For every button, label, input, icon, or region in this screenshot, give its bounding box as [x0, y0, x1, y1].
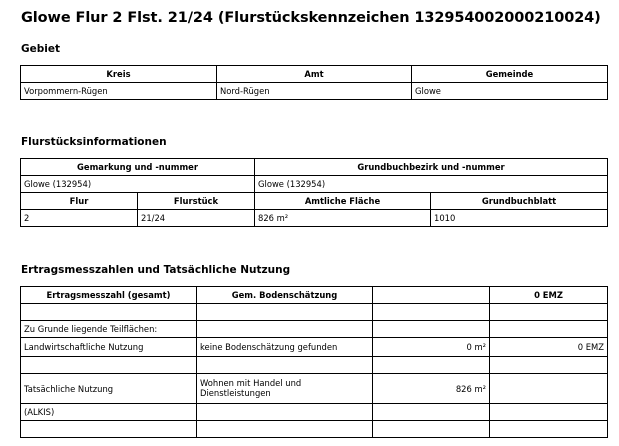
lw-nutzung-label: Landwirtschaftliche Nutzung [21, 338, 197, 357]
header-grundbuchblatt: Grundbuchblatt [431, 193, 608, 210]
header-empty [373, 287, 490, 304]
table-row [21, 210, 608, 227]
table-row [21, 421, 608, 438]
tatsaechliche-nutzung-area: 826 m² [373, 374, 490, 404]
table-header-row [21, 159, 608, 176]
section-title-flurstuecksinformationen: Flurstücksinformationen [21, 136, 167, 148]
value-flurstueck: 21/24 [138, 210, 255, 227]
tatsaechliche-nutzung-label: Tatsächliche Nutzung [21, 374, 197, 404]
table-row [21, 304, 608, 321]
header-kreis: Kreis [21, 66, 217, 83]
value-grundbuchbezirk: Glowe (132954) [255, 176, 608, 193]
table-row [21, 374, 608, 404]
table-row [21, 321, 608, 338]
header-bodenschaetzung: Gem. Bodenschätzung [197, 287, 373, 304]
value-kreis: Vorpommern-Rügen [21, 83, 217, 100]
value-flur: 2 [21, 210, 138, 227]
alkis-label: (ALKIS) [21, 404, 197, 421]
header-flur: Flur [21, 193, 138, 210]
lw-nutzung-area: 0 m² [373, 338, 490, 357]
page-title: Glowe Flur 2 Flst. 21/24 (Flurstückskennzeichen 132954002000210024) [21, 10, 601, 26]
table-header-row [21, 287, 608, 304]
table-row [21, 176, 608, 193]
value-amt: Nord-Rügen [217, 83, 412, 100]
value-amtliche-flaeche: 826 m² [255, 210, 431, 227]
ertrag-table [20, 286, 608, 438]
section-title-ertragsmesszahlen: Ertragsmesszahlen und Tatsächliche Nutzung [21, 264, 291, 276]
table-row [21, 404, 608, 421]
header-amtliche-flaeche: Amtliche Fläche [255, 193, 431, 210]
header-flurstueck: Flurstück [138, 193, 255, 210]
table-row [21, 83, 608, 100]
table-row [21, 338, 608, 357]
value-gemeinde: Glowe [412, 83, 608, 100]
header-ertragsmesszahl: Ertragsmesszahl (gesamt) [21, 287, 197, 304]
header-grundbuchbezirk: Grundbuchbezirk und -nummer [255, 159, 608, 176]
lw-nutzung-emz: 0 EMZ [490, 338, 608, 357]
tatsaechliche-nutzung-desc: Wohnen mit Handel und Dienstleistungen [197, 374, 373, 404]
table-row [21, 357, 608, 374]
table-header-row [21, 66, 608, 83]
header-amt: Amt [217, 66, 412, 83]
teilflaechen-label: Zu Grunde liegende Teilflächen: [21, 321, 197, 338]
header-gemarkung: Gemarkung und -nummer [21, 159, 255, 176]
lw-nutzung-desc: keine Bodenschätzung gefunden [197, 338, 373, 357]
section-title-gebiet: Gebiet [21, 43, 60, 55]
gebiet-table [20, 65, 608, 100]
value-grundbuchblatt: 1010 [431, 210, 608, 227]
table-header-row [21, 193, 608, 210]
flurstueck-table [20, 158, 608, 227]
value-gemarkung: Glowe (132954) [21, 176, 255, 193]
header-gemeinde: Gemeinde [412, 66, 608, 83]
header-emz: 0 EMZ [490, 287, 608, 304]
